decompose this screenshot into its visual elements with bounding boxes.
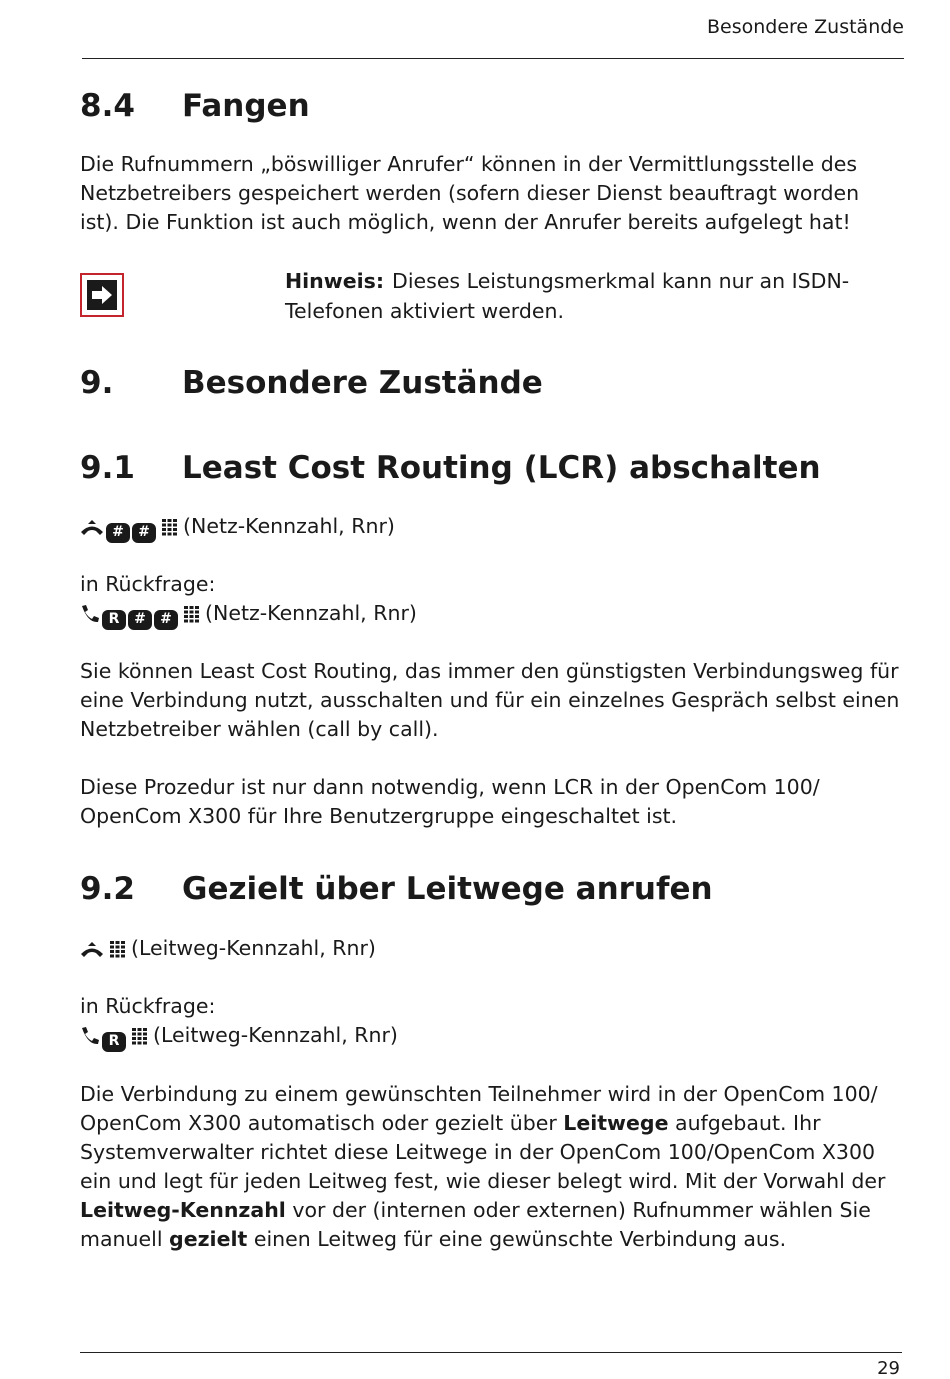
paragraph-fangen: Die Rufnummern „böswilliger Anrufer“ können in der Vermittlungsstelle des Netzbetreibers gespeichert werden (sofern dieser Dienst beauftragt worden ist). Die Funktion ist auch möglich, wenn der Anrufer bereits aufgelegt hat! — [80, 152, 860, 234]
hash-key: # — [132, 523, 156, 543]
procedure-text: (Netz-Kennzahl, Rnr) — [205, 601, 417, 625]
keypad-icon — [162, 515, 177, 544]
procedure-line-rueckfrage — [80, 599, 417, 632]
page-number: 29 — [877, 1358, 900, 1379]
bold-term: Leitweg-Kennzahl — [80, 1198, 286, 1222]
hash-key: # — [154, 610, 178, 630]
running-header: Besondere Zustände — [706, 16, 904, 38]
procedure-text: (Leitweg-Kennzahl, Rnr) — [153, 1023, 398, 1047]
handset-lift-icon — [80, 516, 104, 545]
note — [285, 266, 885, 326]
r-key: R — [102, 610, 126, 630]
header-rule — [82, 58, 904, 59]
hash-key: # — [106, 523, 130, 543]
section-title: Fangen — [182, 88, 310, 124]
arrow-right-icon — [80, 273, 124, 317]
handset-icon — [80, 603, 100, 632]
heading-9-1 — [80, 450, 821, 486]
section-number: 9.2 — [80, 871, 135, 907]
keypad-icon — [110, 937, 125, 966]
heading-9-2 — [80, 871, 713, 907]
procedure-line — [80, 512, 395, 545]
keypad-icon — [132, 1024, 147, 1053]
bold-term: gezielt — [169, 1227, 248, 1251]
bold-term: Leitwege — [563, 1111, 669, 1135]
procedure-line — [80, 934, 376, 967]
note-label: Hinweis: — [285, 269, 385, 293]
text-run: vor der (internen oder externen) Rufnummer wählen Sie manuell — [80, 1198, 871, 1251]
section-title: Gezielt über Leitwege anrufen — [182, 871, 713, 907]
keypad-icon — [184, 602, 199, 631]
rueckfrage-label: in Rückfrage: — [80, 994, 216, 1018]
r-key: R — [102, 1032, 126, 1052]
rueckfrage-label: in Rückfrage: — [80, 572, 216, 596]
paragraph-lcr-1: Sie können Least Cost Routing, das immer den günstigsten Verbindungsweg für eine Verbindung nutzt, ausschalten und für ein einzelnes Gespräch selbst einen Netzbetreiber wählen (call by call). — [80, 659, 900, 741]
section-title: Least Cost Routing (LCR) abschalten — [182, 450, 821, 486]
section-number: 8.4 — [80, 88, 135, 124]
procedure-text: (Netz-Kennzahl, Rnr) — [183, 514, 395, 538]
procedure-text: (Leitweg-Kennzahl, Rnr) — [131, 936, 376, 960]
text-run: aufgebaut. Ihr Systemverwalter richtet diese Leitwege in der OpenCom 100/OpenCom X300 ein und legt für jeden Leitweg fest, wie dieser belegt wird. Mit der Vorwahl der — [80, 1111, 886, 1193]
paragraph-leitwege — [80, 1080, 900, 1254]
procedure-line-rueckfrage — [80, 1021, 398, 1054]
paragraph-lcr-2: Diese Prozedur ist nur dann notwendig, wenn LCR in der OpenCom 100/ OpenCom X300 für Ihre Benutzergruppe eingeschaltet ist. — [80, 775, 820, 828]
hash-key: # — [128, 610, 152, 630]
section-number: 9. — [80, 365, 114, 401]
text-run: einen Leitweg für eine gewünschte Verbindung aus. — [247, 1227, 787, 1251]
heading-9 — [80, 365, 543, 401]
heading-8-4 — [80, 88, 310, 124]
section-number: 9.1 — [80, 450, 135, 486]
handset-icon — [80, 1025, 100, 1054]
footer-rule — [80, 1352, 902, 1353]
section-title: Besondere Zustände — [182, 365, 543, 401]
note-body: Dieses Leistungsmerkmal kann nur an ISDN-Telefonen aktiviert werden. — [285, 269, 850, 323]
text-run: Die Verbindung zu einem gewünschten Teilnehmer wird in der OpenCom 100/ OpenCom X300 automatisch oder gezielt über — [80, 1082, 878, 1135]
handset-lift-icon — [80, 938, 104, 967]
